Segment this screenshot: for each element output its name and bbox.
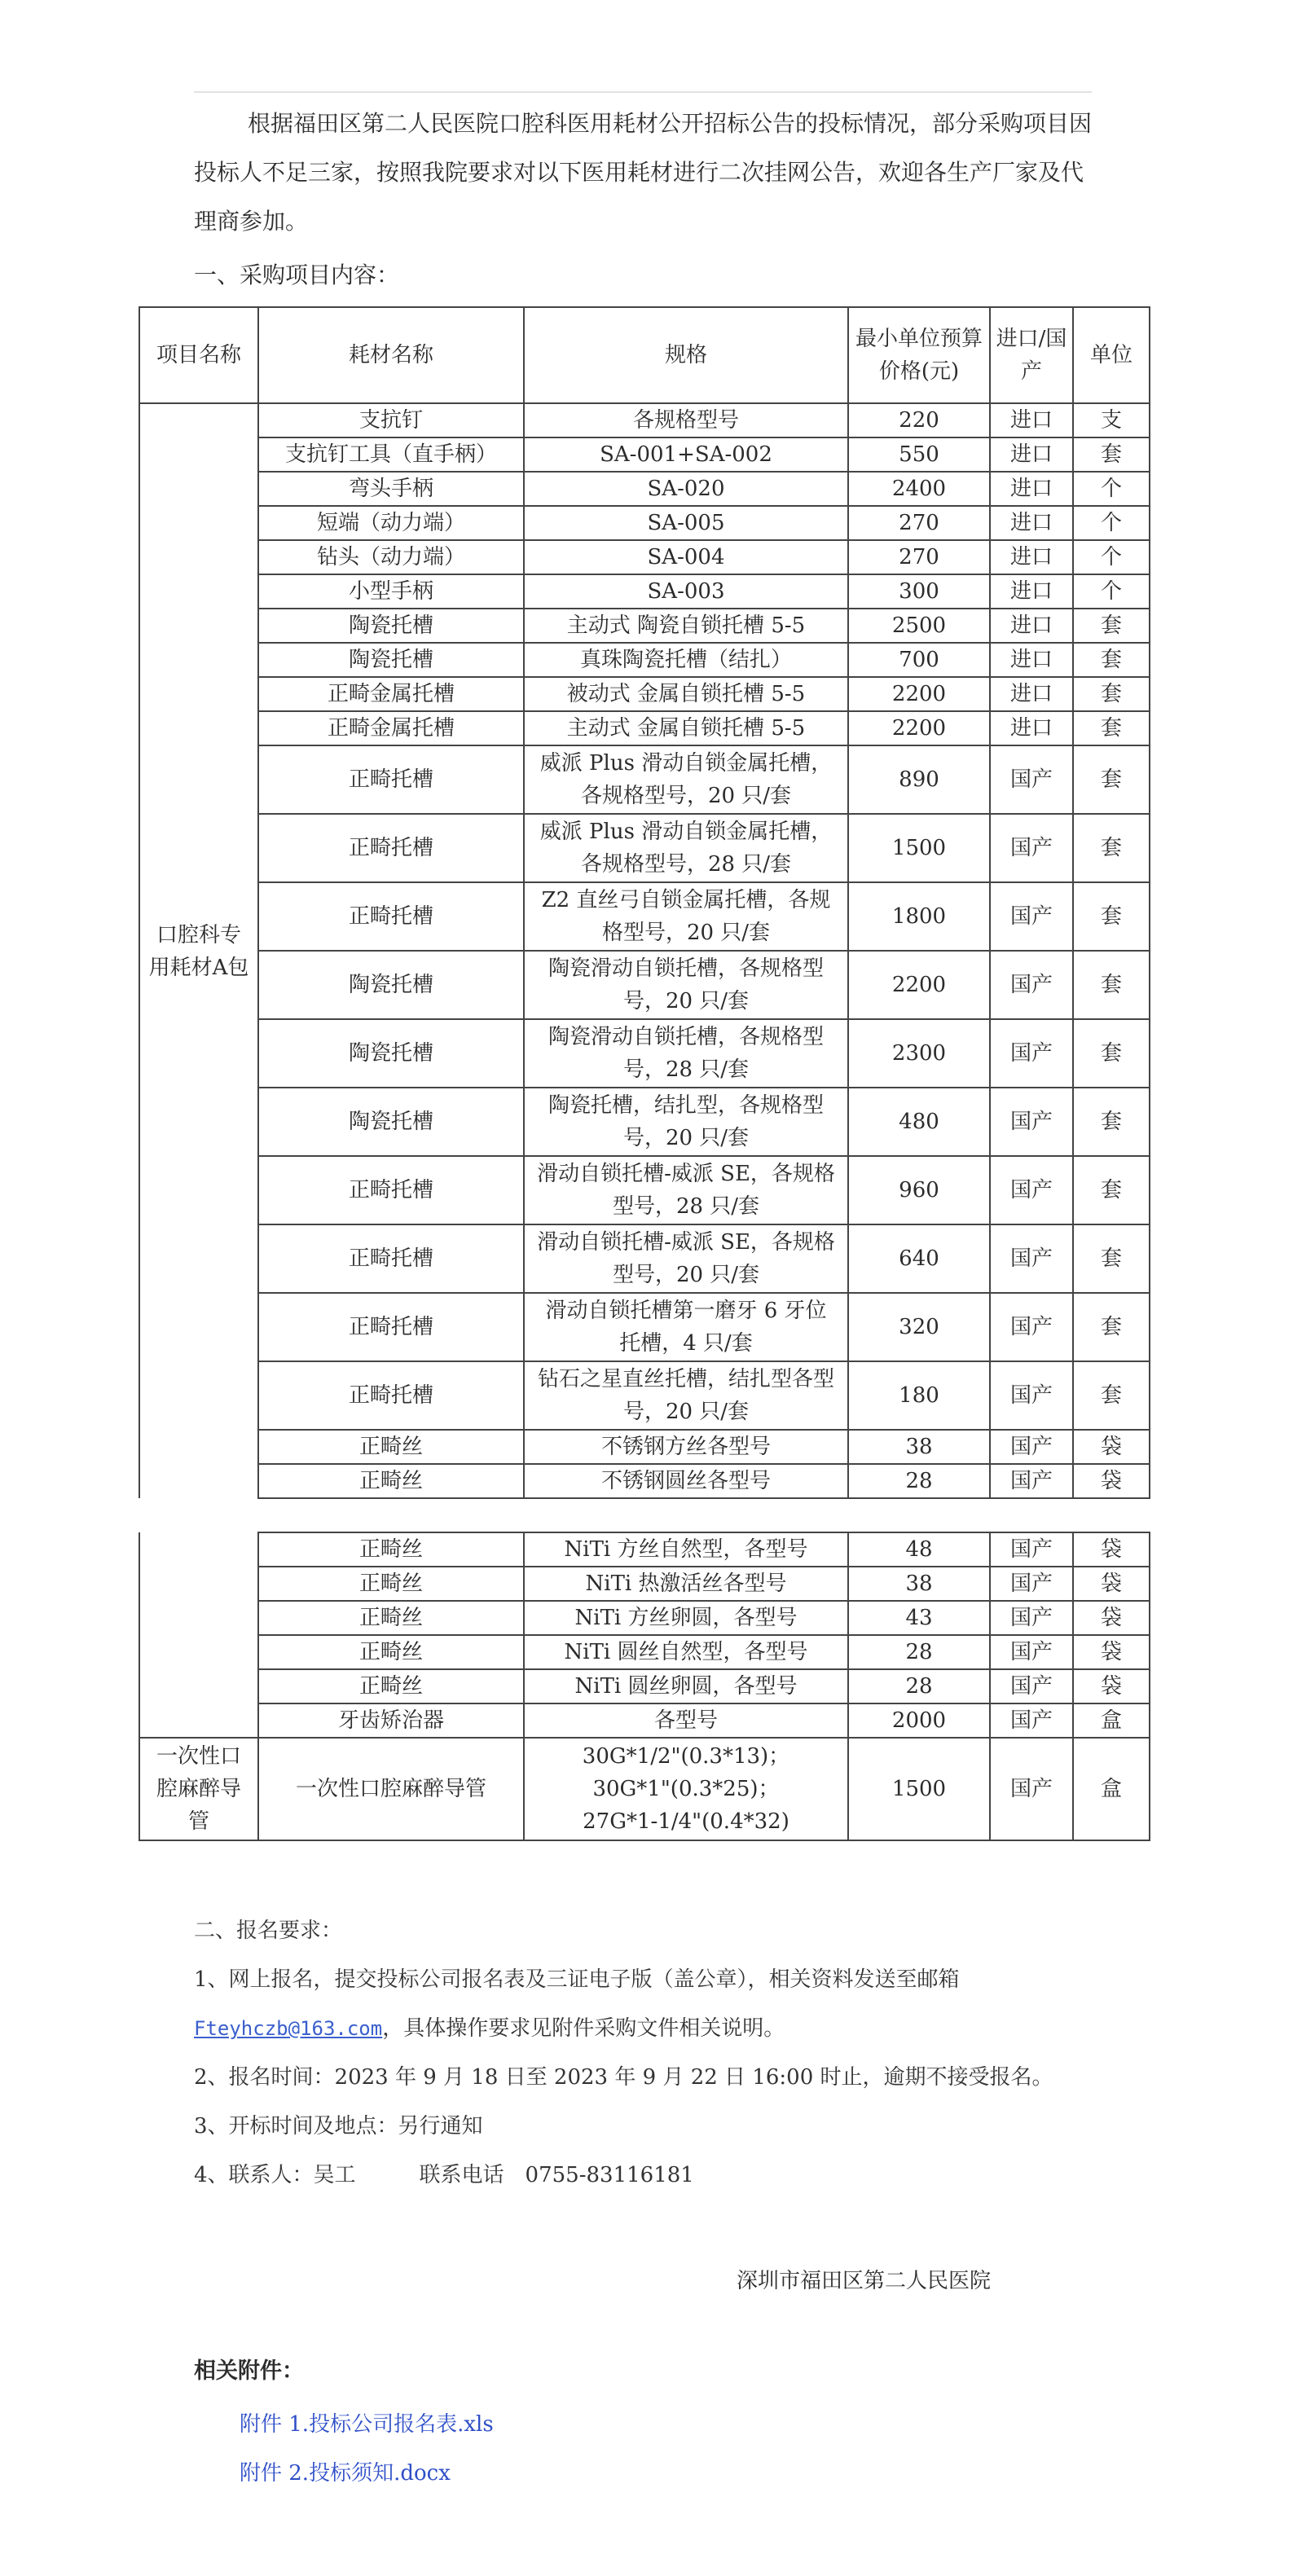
attachment-link-2[interactable]: 附件 2.投标须知.docx <box>240 2461 451 2486</box>
cell-price: 1500 <box>848 1738 990 1840</box>
cell-name: 一次性口腔麻醉导管 <box>258 1738 524 1840</box>
table-row <box>139 745 1150 814</box>
cell-origin: 进口 <box>990 437 1073 472</box>
cell-unit: 袋 <box>1073 1464 1150 1498</box>
cell-name: 正畸托槽 <box>258 1156 524 1224</box>
cell-unit: 袋 <box>1073 1669 1150 1703</box>
spec-line: 27G*1-1/4"(0.4*32) <box>583 1809 789 1834</box>
table-row <box>139 1635 1150 1669</box>
cell-unit: 套 <box>1073 745 1150 814</box>
cell-origin: 国产 <box>990 1567 1073 1601</box>
cell-origin: 进口 <box>990 643 1073 677</box>
table-row <box>139 403 1150 437</box>
cell-spec: 主动式 金属自锁托槽 5-5 <box>524 711 848 745</box>
cell-name: 正畸丝 <box>258 1669 524 1703</box>
table-row <box>139 1224 1150 1293</box>
cell-price: 960 <box>848 1156 990 1224</box>
cell-unit: 套 <box>1073 951 1150 1019</box>
cell-name: 弯头手柄 <box>258 472 524 506</box>
cell-name: 正畸金属托槽 <box>258 677 524 711</box>
table-row <box>139 1019 1150 1088</box>
cell-origin: 国产 <box>990 1601 1073 1635</box>
requirement-1-text: 1、网上报名，提交投标公司报名表及三证电子版（盖公章），相关资料发送至邮箱 <box>194 1967 960 1992</box>
cell-name: 钻头（动力端） <box>258 540 524 574</box>
cell-unit: 套 <box>1073 1224 1150 1293</box>
table-row <box>139 540 1150 574</box>
table-row <box>139 574 1150 609</box>
cell-origin: 进口 <box>990 711 1073 745</box>
cell-spec: Z2 直丝弓自锁金属托槽，各规格型号，20 只/套 <box>524 882 848 951</box>
cell-unit: 盒 <box>1073 1703 1150 1738</box>
cell-unit: 套 <box>1073 882 1150 951</box>
cell-unit: 个 <box>1073 574 1150 609</box>
table-row <box>139 1738 1150 1840</box>
cell-name: 正畸丝 <box>258 1430 524 1464</box>
cell-unit: 套 <box>1073 1019 1150 1088</box>
cell-unit: 袋 <box>1073 1532 1150 1567</box>
header-spec: 规格 <box>524 307 848 403</box>
section1-title: 一、采购项目内容： <box>194 262 400 288</box>
cell-spec: SA-003 <box>524 574 848 609</box>
cell-price: 270 <box>848 506 990 540</box>
table-row <box>139 1088 1150 1156</box>
cell-unit: 套 <box>1073 677 1150 711</box>
cell-spec: 滑动自锁托槽第一磨牙 6 牙位托槽，4 只/套 <box>524 1293 848 1361</box>
project-group-a-continued <box>139 1532 258 1738</box>
cell-origin: 国产 <box>990 882 1073 951</box>
cell-unit: 袋 <box>1073 1567 1150 1601</box>
cell-price: 2200 <box>848 677 990 711</box>
cell-price: 700 <box>848 643 990 677</box>
cell-name: 正畸丝 <box>258 1567 524 1601</box>
cell-price: 220 <box>848 403 990 437</box>
cell-price: 890 <box>848 745 990 814</box>
cell-name: 正畸金属托槽 <box>258 711 524 745</box>
table-row <box>139 1601 1150 1635</box>
cell-unit: 盒 <box>1073 1738 1150 1840</box>
cell-spec: 不锈钢圆丝各型号 <box>524 1464 848 1498</box>
cell-price: 2000 <box>848 1703 990 1738</box>
table-row <box>139 643 1150 677</box>
cell-spec: NiTi 方丝自然型，各型号 <box>524 1532 848 1567</box>
header-origin: 进口/国产 <box>990 307 1073 403</box>
cell-price: 1500 <box>848 814 990 882</box>
cell-origin: 国产 <box>990 1293 1073 1361</box>
cell-origin: 进口 <box>990 403 1073 437</box>
requirement-1 <box>194 1955 1131 2053</box>
cell-name: 陶瓷托槽 <box>258 1019 524 1088</box>
cell-origin: 进口 <box>990 540 1073 574</box>
cell-spec: 真珠陶瓷托槽（结扎） <box>524 643 848 677</box>
cell-unit: 袋 <box>1073 1430 1150 1464</box>
cell-name: 正畸丝 <box>258 1532 524 1567</box>
table-row <box>139 1567 1150 1601</box>
cell-origin: 进口 <box>990 472 1073 506</box>
cell-price: 48 <box>848 1532 990 1567</box>
cell-spec: SA-005 <box>524 506 848 540</box>
table-row <box>139 472 1150 506</box>
table-row <box>139 609 1150 643</box>
cell-origin: 国产 <box>990 1156 1073 1224</box>
cell-name: 正畸丝 <box>258 1635 524 1669</box>
cell-price: 270 <box>848 540 990 574</box>
cell-spec: 滑动自锁托槽-威派 SE，各规格型号，28 只/套 <box>524 1156 848 1224</box>
cell-price: 2400 <box>848 472 990 506</box>
cell-name: 正畸托槽 <box>258 1361 524 1430</box>
intro-paragraph: 根据福田区第二人民医院口腔科医用耗材公开招标公告的投标情况，部分采购项目因投标人不足三家，按照我院要求对以下医用耗材进行二次挂网公告，欢迎各生产厂家及代理商参加。 <box>194 110 1093 235</box>
cell-origin: 国产 <box>990 814 1073 882</box>
cell-spec: 不锈钢方丝各型号 <box>524 1430 848 1464</box>
cell-origin: 国产 <box>990 1532 1073 1567</box>
cell-spec: NiTi 方丝卵圆，各型号 <box>524 1601 848 1635</box>
cell-origin: 国产 <box>990 1703 1073 1738</box>
table-row <box>139 1703 1150 1738</box>
cell-spec: 陶瓷托槽，结扎型，各规格型号，20 只/套 <box>524 1088 848 1156</box>
cell-origin: 国产 <box>990 951 1073 1019</box>
cell-price: 550 <box>848 437 990 472</box>
cell-origin: 国产 <box>990 1224 1073 1293</box>
cell-unit: 袋 <box>1073 1635 1150 1669</box>
requirement-2: 2、报名时间：2023 年 9 月 18 日至 2023 年 9 月 22 日 16:00 时止，逾期不接受报名。 <box>194 2065 1053 2090</box>
cell-unit: 套 <box>1073 1361 1150 1430</box>
cell-name: 短端（动力端） <box>258 506 524 540</box>
cell-name: 正畸托槽 <box>258 745 524 814</box>
cell-unit: 套 <box>1073 1293 1150 1361</box>
cell-origin: 国产 <box>990 1464 1073 1498</box>
cell-origin: 国产 <box>990 745 1073 814</box>
cell-origin: 国产 <box>990 1635 1073 1669</box>
cell-name: 支抗钉工具（直手柄） <box>258 437 524 472</box>
cell-price: 2200 <box>848 711 990 745</box>
table-row <box>139 1669 1150 1703</box>
cell-price: 1800 <box>848 882 990 951</box>
cell-price: 2500 <box>848 609 990 643</box>
requirement-4: 4、联系人：吴工 联系电话 0755-83116181 <box>194 2163 694 2187</box>
cell-unit: 套 <box>1073 1156 1150 1224</box>
cell-name: 陶瓷托槽 <box>258 951 524 1019</box>
cell-unit: 套 <box>1073 643 1150 677</box>
table-row <box>139 1156 1150 1224</box>
cell-price: 300 <box>848 574 990 609</box>
cell-price: 38 <box>848 1430 990 1464</box>
cell-spec: 主动式 陶瓷自锁托槽 5-5 <box>524 609 848 643</box>
cell-name: 小型手柄 <box>258 574 524 609</box>
cell-spec: 陶瓷滑动自锁托槽，各规格型号，20 只/套 <box>524 951 848 1019</box>
project-group-a: 口腔科专用耗材A包 <box>139 403 258 1498</box>
cell-spec <box>524 1738 848 1840</box>
cell-origin: 进口 <box>990 574 1073 609</box>
cell-price: 38 <box>848 1567 990 1601</box>
cell-spec: SA-020 <box>524 472 848 506</box>
spec-line: 30G*1/2"(0.3*13)； <box>582 1744 790 1769</box>
cell-spec: 陶瓷滑动自锁托槽，各规格型号，28 只/套 <box>524 1019 848 1088</box>
cell-origin: 国产 <box>990 1738 1073 1840</box>
cell-name: 陶瓷托槽 <box>258 1088 524 1156</box>
attachments-title: 相关附件： <box>194 2358 304 2384</box>
cell-spec: 威派 Plus 滑动自锁金属托槽，各规格型号，28 只/套 <box>524 814 848 882</box>
cell-spec: NiTi 圆丝自然型，各型号 <box>524 1635 848 1669</box>
cell-price: 28 <box>848 1669 990 1703</box>
table-row <box>139 1293 1150 1361</box>
cell-origin: 国产 <box>990 1019 1073 1088</box>
email-link[interactable]: Fteyhczb@163.com <box>194 2017 383 2040</box>
cell-unit: 套 <box>1073 711 1150 745</box>
table-row <box>139 951 1150 1019</box>
cell-price: 180 <box>848 1361 990 1430</box>
cell-price: 2300 <box>848 1019 990 1088</box>
header-price: 最小单位预算价格(元) <box>848 307 990 403</box>
header-name: 耗材名称 <box>258 307 524 403</box>
cell-unit: 支 <box>1073 403 1150 437</box>
cell-origin: 进口 <box>990 677 1073 711</box>
procurement-table-continued <box>139 1532 1150 1841</box>
procurement-table <box>139 306 1150 1499</box>
header-project: 项目名称 <box>139 307 258 403</box>
table-row <box>139 1361 1150 1430</box>
table-row <box>139 677 1150 711</box>
cell-unit: 个 <box>1073 506 1150 540</box>
table-row <box>139 1532 1150 1567</box>
project-group-b: 一次性口腔麻醉导管 <box>139 1738 258 1840</box>
cell-spec: SA-004 <box>524 540 848 574</box>
cell-name: 正畸丝 <box>258 1464 524 1498</box>
table-row <box>139 1430 1150 1464</box>
cell-price: 2200 <box>848 951 990 1019</box>
cell-origin: 进口 <box>990 609 1073 643</box>
requirement-1-text-2: ，具体操作要求见附件采购文件相关说明。 <box>382 2016 785 2041</box>
cell-spec: NiTi 热激活丝各型号 <box>524 1567 848 1601</box>
cell-price: 320 <box>848 1293 990 1361</box>
cell-spec: 钻石之星直丝托槽，结扎型各型号，20 只/套 <box>524 1361 848 1430</box>
cell-unit: 套 <box>1073 1088 1150 1156</box>
table-header-row <box>139 307 1150 403</box>
requirement-3: 3、开标时间及地点：另行通知 <box>194 2114 483 2139</box>
cell-price: 28 <box>848 1635 990 1669</box>
cell-spec: 威派 Plus 滑动自锁金属托槽，各规格型号，20 只/套 <box>524 745 848 814</box>
header-unit: 单位 <box>1073 307 1150 403</box>
cell-origin: 国产 <box>990 1430 1073 1464</box>
cell-unit: 套 <box>1073 609 1150 643</box>
cell-name: 正畸托槽 <box>258 882 524 951</box>
table-row <box>139 1464 1150 1498</box>
cell-name: 正畸托槽 <box>258 1224 524 1293</box>
spec-line: 30G*1"(0.3*25)； <box>592 1777 780 1801</box>
attachment-link-1[interactable]: 附件 1.投标公司报名表.xls <box>240 2412 494 2437</box>
cell-spec: 各型号 <box>524 1703 848 1738</box>
table-row <box>139 506 1150 540</box>
cell-unit: 套 <box>1073 814 1150 882</box>
signature: 深圳市福田区第二人民医院 <box>737 2269 992 2293</box>
cell-name: 正畸托槽 <box>258 814 524 882</box>
cell-unit: 个 <box>1073 472 1150 506</box>
cell-price: 43 <box>848 1601 990 1635</box>
top-divider <box>194 91 1092 93</box>
cell-name: 正畸托槽 <box>258 1293 524 1361</box>
table-row <box>139 437 1150 472</box>
cell-origin: 国产 <box>990 1088 1073 1156</box>
cell-origin: 国产 <box>990 1361 1073 1430</box>
table-row <box>139 814 1150 882</box>
cell-origin: 进口 <box>990 506 1073 540</box>
cell-name: 支抗钉 <box>258 403 524 437</box>
cell-price: 480 <box>848 1088 990 1156</box>
table-row <box>139 882 1150 951</box>
cell-name: 陶瓷托槽 <box>258 643 524 677</box>
cell-unit: 套 <box>1073 437 1150 472</box>
cell-name: 牙齿矫治器 <box>258 1703 524 1738</box>
cell-unit: 袋 <box>1073 1601 1150 1635</box>
table-row <box>139 711 1150 745</box>
cell-price: 28 <box>848 1464 990 1498</box>
cell-spec: 各规格型号 <box>524 403 848 437</box>
cell-spec: 被动式 金属自锁托槽 5-5 <box>524 677 848 711</box>
cell-price: 640 <box>848 1224 990 1293</box>
cell-spec: NiTi 圆丝卵圆，各型号 <box>524 1669 848 1703</box>
section2-title: 二、报名要求： <box>194 1919 343 1943</box>
cell-spec: 滑动自锁托槽-威派 SE，各规格型号，20 只/套 <box>524 1224 848 1293</box>
cell-name: 正畸丝 <box>258 1601 524 1635</box>
cell-name: 陶瓷托槽 <box>258 609 524 643</box>
cell-unit: 个 <box>1073 540 1150 574</box>
cell-spec: SA-001+SA-002 <box>524 437 848 472</box>
cell-origin: 国产 <box>990 1669 1073 1703</box>
